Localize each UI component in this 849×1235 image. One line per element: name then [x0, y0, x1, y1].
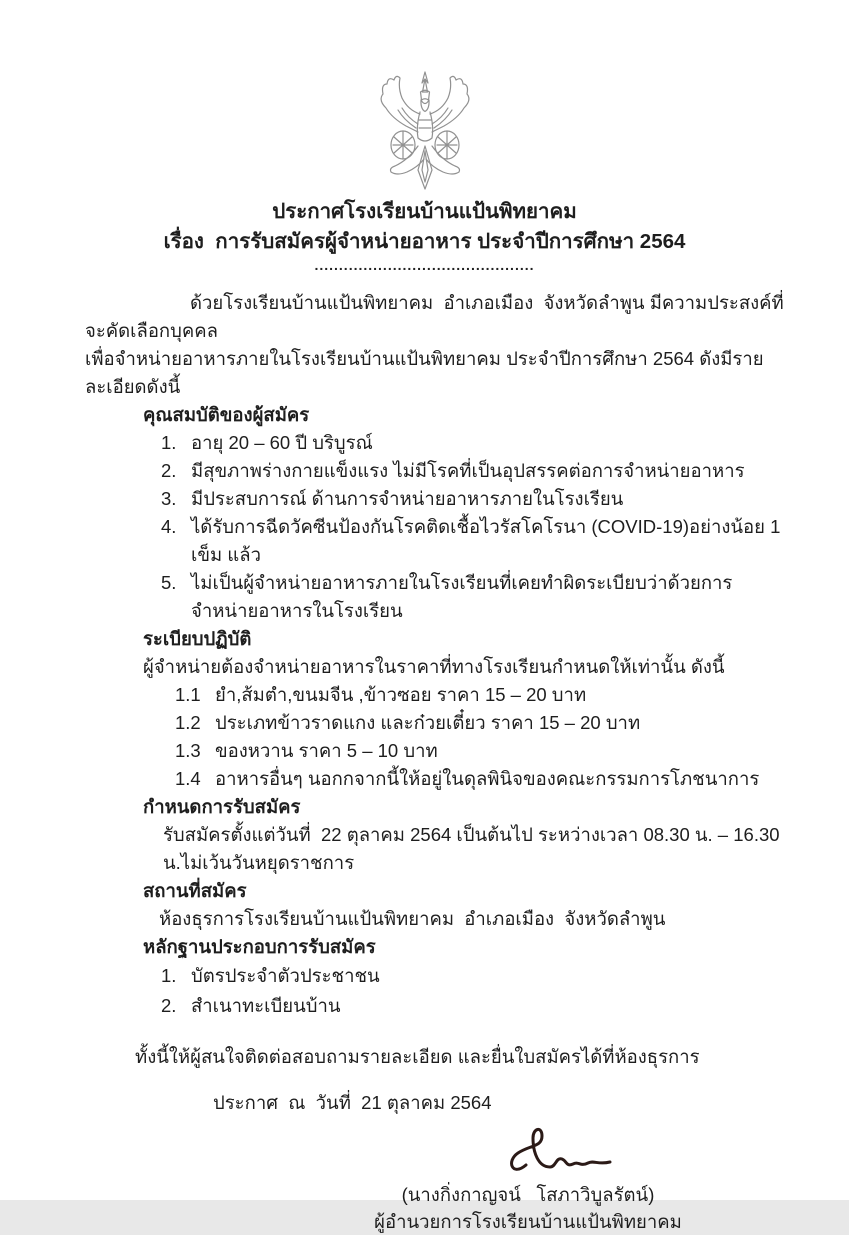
qualification-item: [161, 429, 793, 457]
item-text: มีประสบการณ์ ด้านการจำหน่ายอาหารภายในโรงเรียน: [191, 488, 624, 509]
signer-name: (นางกิ่งกาญจน์ โสภาวิบูลรัตน์): [401, 1184, 655, 1205]
section-heading-qualifications: คุณสมบัติของผู้สมัคร: [143, 404, 310, 425]
item-text: ได้รับการฉีดวัคซีนป้องกันโรคติดเชื้อไวรัสโคโรนา (COVID-19)อย่างน้อย 1 เข็ม แล้ว: [191, 516, 786, 565]
item-text: ประเภทข้าวราดแกง และก๋วยเตี๋ยว ราคา 15 – 20 บาท: [215, 712, 641, 733]
regulations-intro: ผู้จำหน่ายต้องจำหน่ายอาหารในราคาที่ทางโรงเรียนกำหนดให้เท่านั้น ดังนี้: [143, 656, 725, 677]
item-number: 2.: [161, 995, 177, 1016]
section-heading-regulations: ระเบียบปฏิบัติ: [143, 628, 252, 649]
item-text: บัตรประจำตัวประชาชน: [191, 965, 380, 986]
item-number: 5.: [161, 572, 177, 593]
intro-paragraph: [85, 289, 793, 401]
intro-line-1: ด้วยโรงเรียนบ้านแป้นพิทยาคม อำเภอเมือง จังหวัดลำพูน มีความประสงค์ที่จะคัดเลือกบุคคล: [85, 292, 784, 341]
item-text: สำเนาทะเบียนบ้าน: [191, 995, 341, 1016]
page-title: ประกาศโรงเรียนบ้านแป้นพิทยาคม: [272, 200, 577, 223]
dotted-divider: .............................................: [314, 257, 535, 273]
document-item: [161, 991, 793, 1021]
closing-note: ทั้งนี้ให้ผู้สนใจติดต่อสอบถามรายละเอียด และยื่นใบสมัครได้ที่ห้องธุรการ: [135, 1046, 700, 1067]
qualifications-list: [85, 429, 793, 625]
item-number: 1.1: [175, 684, 201, 705]
item-number: 1.: [161, 432, 177, 453]
item-number: 1.: [161, 965, 177, 986]
item-text: มีสุขภาพร่างกายแข็งแรง ไม่มีโรคที่เป็นอุปสรรคต่อการจำหน่ายอาหาร: [191, 460, 745, 481]
qualification-item: [161, 513, 793, 569]
qualification-item: [161, 569, 793, 625]
location-text: ห้องธุรการโรงเรียนบ้านแป้นพิทยาคม อำเภอเมือง จังหวัดลำพูน: [159, 908, 666, 929]
regulations-list: [85, 681, 793, 793]
subject-line: เรื่อง การรับสมัครผู้จำหน่ายอาหาร ประจำปีการศึกษา 2564: [163, 230, 686, 253]
section-heading-documents: หลักฐานประกอบการรับสมัคร: [143, 936, 376, 957]
item-text: อาหารอื่นๆ นอกกจากนี้ให้อยู่ในดุลพินิจของคณะกรรมการโภชนาการ: [215, 768, 760, 789]
signature-block: [328, 1123, 728, 1235]
announcement-date: ประกาศ ณ วันที่ 21 ตุลาคม 2564: [213, 1092, 492, 1113]
documents-list: [85, 961, 793, 1021]
regulation-item: [175, 765, 793, 793]
item-number: 3.: [161, 488, 177, 509]
signature-scribble-icon: [498, 1123, 618, 1181]
item-number: 1.4: [175, 768, 201, 789]
emblem-container: [0, 0, 849, 197]
schedule-text: รับสมัครตั้งแต่วันที่ 22 ตุลาคม 2564 เป็นต้นไป ระหว่างเวลา 08.30 น. – 16.30 น.ไม่เว้นวันหยุดราชการ: [163, 824, 785, 873]
item-text: ของหวาน ราคา 5 – 10 บาท: [215, 740, 438, 761]
garuda-emblem-icon: [366, 70, 484, 192]
item-number: 1.2: [175, 712, 201, 733]
qualification-item: [161, 457, 793, 485]
item-number: 2.: [161, 460, 177, 481]
item-text: ไม่เป็นผู้จำหน่ายอาหารภายในโรงเรียนที่เคยทำผิดระเบียบว่าด้วยการจำหน่ายอาหารในโรงเรียน: [191, 572, 733, 621]
qualification-item: [161, 485, 793, 513]
signer-position: ผู้อำนวยการโรงเรียนบ้านแป้นพิทยาคม: [374, 1211, 682, 1232]
document-item: [161, 961, 793, 991]
regulation-item: [175, 681, 793, 709]
regulation-item: [175, 709, 793, 737]
section-heading-location: สถานที่สมัคร: [143, 880, 247, 901]
regulation-item: [175, 737, 793, 765]
item-text: อายุ 20 – 60 ปี บริบูรณ์: [191, 432, 373, 453]
item-number: 1.3: [175, 740, 201, 761]
item-text: ยำ,ส้มตำ,ขนมจีน ,ข้าวซอย ราคา 15 – 20 บาท: [215, 684, 587, 705]
item-number: 4.: [161, 516, 177, 537]
section-heading-schedule: กำหนดการรับสมัคร: [143, 796, 301, 817]
intro-line-2: เพื่อจำหน่ายอาหารภายในโรงเรียนบ้านแป้นพิทยาคม ประจำปีการศึกษา 2564 ดังมีรายละเอียดดังนี้: [85, 348, 764, 397]
